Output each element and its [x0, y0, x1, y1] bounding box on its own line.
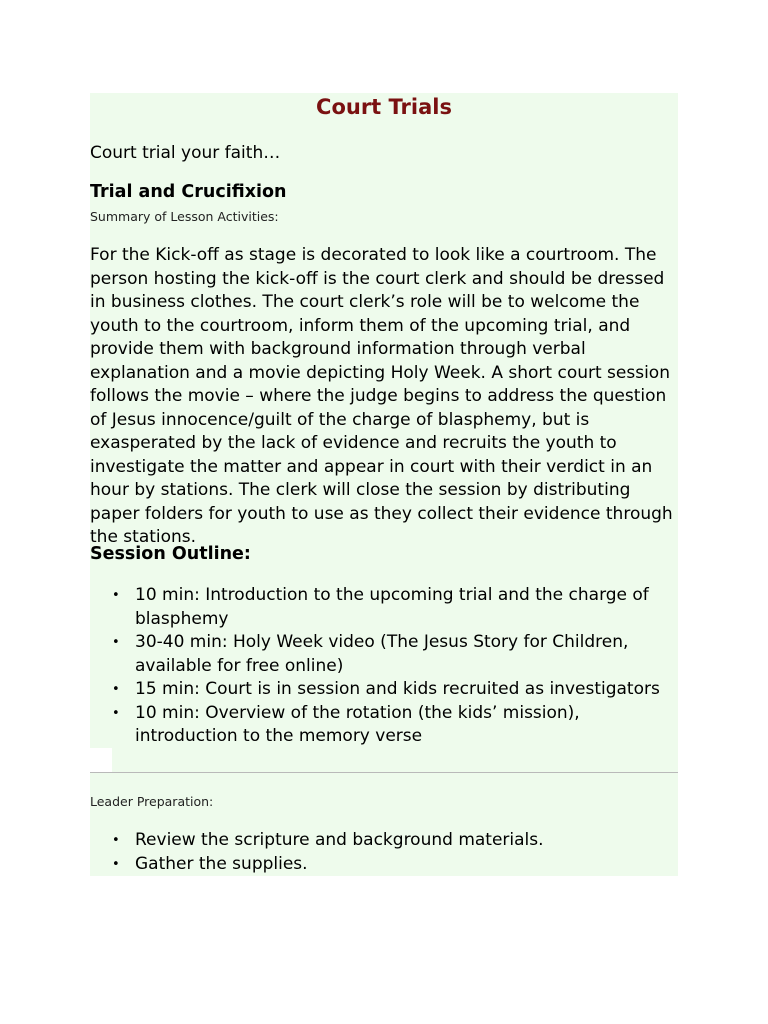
page-title: Court Trials	[316, 95, 452, 119]
intro-text: Court trial your faith…	[90, 143, 281, 163]
leader-prep-label: Leader Preparation:	[90, 794, 214, 809]
list-item: • Review the scripture and background materials.	[90, 829, 678, 853]
session-outline-heading: Session Outline:	[90, 544, 251, 564]
list-item: • 15 min: Court is in session and kids recruited as investigators	[90, 678, 678, 702]
bullet-icon: •	[112, 856, 120, 872]
session-outline-list	[90, 584, 678, 749]
bullet-icon: •	[112, 833, 120, 848]
panel-notch	[90, 748, 112, 772]
bullet-icon: •	[112, 588, 120, 603]
bullet-icon: •	[112, 635, 120, 650]
list-item: • 10 min: Overview of the rotation (the kids’ mission), introduction to the memory verse	[112, 702, 580, 746]
section-heading: Trial and Crucifixion	[90, 182, 287, 202]
bullet-icon: •	[112, 682, 120, 697]
leader-prep-list	[90, 829, 678, 876]
section-divider	[90, 772, 678, 773]
list-item: • 10 min: Introduction to the upcoming trial and the charge of blasphemy	[112, 585, 649, 629]
list-item: • 30-40 min: Holy Week video (The Jesus Story for Children, available for free online)	[112, 632, 629, 676]
summary-paragraph: For the Kick-off as stage is decorated to look like a courtroom. The person hosting the kick-off is the court clerk and should be dressed in business clothes. The court clerk’s role will be to welcome the youth to the courtroom, inform them of the upcoming trial, and provide them with background information through verbal explanation and a movie depicting Holy Week. A short court session follows the movie – where the judge begins to address the question of Jesus innocence/guilt of the charge of blasphemy, but is exasperated by the lack of evidence and recruits the youth to investigate the matter and appear in court with their verdict in an hour by stations. The clerk will close the session by distributing paper folders for youth to use as they collect their evidence through the stations.	[90, 245, 673, 547]
list-item: • Gather the supplies.	[90, 853, 678, 877]
summary-label: Summary of Lesson Activities:	[90, 209, 279, 224]
bullet-icon: •	[112, 705, 120, 721]
